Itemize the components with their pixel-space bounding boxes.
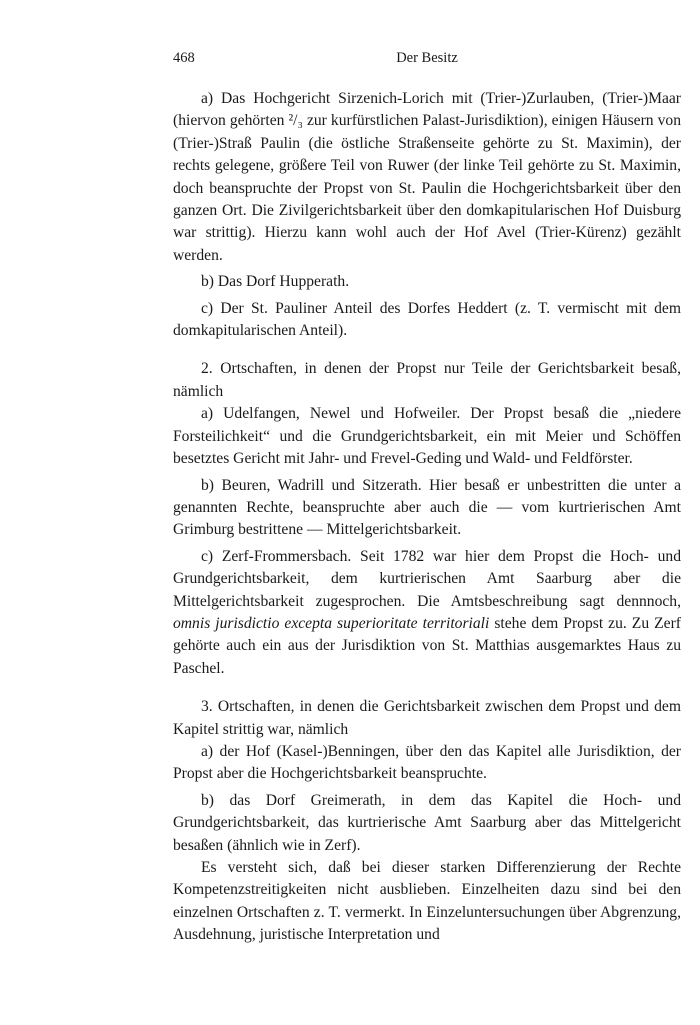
latin-quotation: omnis jurisdictio excepta superioritate territoriali (173, 614, 490, 632)
zerf-text-before: c) Zerf-Frommersbach. Seit 1782 war hier dem Propst die Hoch- und Grundgerichtsbarkeit, dem kurtrierischen Amt Saarburg aber die Mittelgerichtsbarkeit zugesprochen. Die Amtsbeschreibung sagt dennnoch, (173, 547, 681, 610)
paragraph-2c-zerf (173, 546, 681, 680)
paragraph-3-heading: 3. Ortschaften, in denen die Gerichtsbarkeit zwischen dem Propst und dem Kapitel strittig war, nämlich (173, 698, 681, 738)
running-head: Der Besitz (396, 50, 458, 66)
paragraph-2a-udelfangen: a) Udelfangen, Newel und Hofweiler. Der Propst besaß die „niedere Forsteilichkeit“ und die Grundgerichtsbarkeit, ein mit Meier und Schöffen besetztes Gericht mit Jahr- und Frevel-Geding und Wald- und Feldförster. (173, 405, 681, 468)
paragraph-2-heading: 2. Ortschaften, in denen der Propst nur Teile der Gerichtsbarkeit besaß, nämlich (173, 360, 681, 400)
paragraph-3a-benningen: a) der Hof (Kasel-)Benningen, über den das Kapitel alle Jurisdiktion, der Propst aber die Hochgerichtsbarkeit beanspruchte. (173, 742, 681, 783)
page-header (173, 50, 681, 72)
paragraph-3b-greimerath: b) das Dorf Greimerath, in dem das Kapitel die Hoch- und Grundgerichtsbarkeit, das kurtrierische Amt Saarburg aber das Mittelgericht besaßen (ähnlich wie in Zerf). (173, 791, 681, 854)
paragraph-conclusion: Es versteht sich, daß bei dieser starken Differenzierung der Rechte Kompetenzstreitigkeiten nicht ausblieben. Einzelheiten dazu sind bei den einzelnen Ortschaften z. T. vermerkt. In Einzeluntersuchungen über Abgrenzung, Ausdehnung, juristische Interpretation und (173, 859, 681, 944)
paragraph-1c-heddert: c) Der St. Pauliner Anteil des Dorfes Heddert (z. T. vermischt mit dem domkapitularischen Anteil). (173, 299, 681, 340)
paragraph-1a-hochgericht: a) Das Hochgericht Sirzenich-Lorich mit (Trier-)Zurlauben, (Trier-)Maar (hiervon gehörten ²/₃ zur kurfürstlichen Palast-Jurisdiktion), einigen Häusern von (Trier-)Straß Paulin (die östliche Straßenseite gehörte zu St. Maximin), der rechts gelegene, größere Teil von Ruwer (der linke Teil gehörte zu St. Maximin, doch beanspruchte der Propst von St. Paulin die Hochgerichtsbarkeit über den ganzen Ort. Die Zivilgerichtsbarkeit über den domkapitularischen Hof Duisburg war strittig). Hierzu kann wohl auch der Hof Avel (Trier-Kürenz) gezählt werden. (173, 90, 681, 264)
paragraph-2b-beuren: b) Beuren, Wadrill und Sitzerath. Hier besaß er unbestritten die unter a genannten Rechte, beanspruchte aber auch die — vom kurtrierischen Amt Grimburg bestrittene — Mittelgerichtsbarkeit. (173, 476, 681, 539)
page-number: 468 (173, 50, 195, 66)
paragraph-1b-hupperath: b) Das Dorf Hupperath. (201, 273, 350, 291)
body-text (173, 88, 681, 947)
zerf-text-after: stehe dem Propst zu. Zu Zerf gehörte auch ein aus der Jurisdiktion von St. Matthias ausgemarktes Haus zu Paschel. (173, 614, 681, 677)
